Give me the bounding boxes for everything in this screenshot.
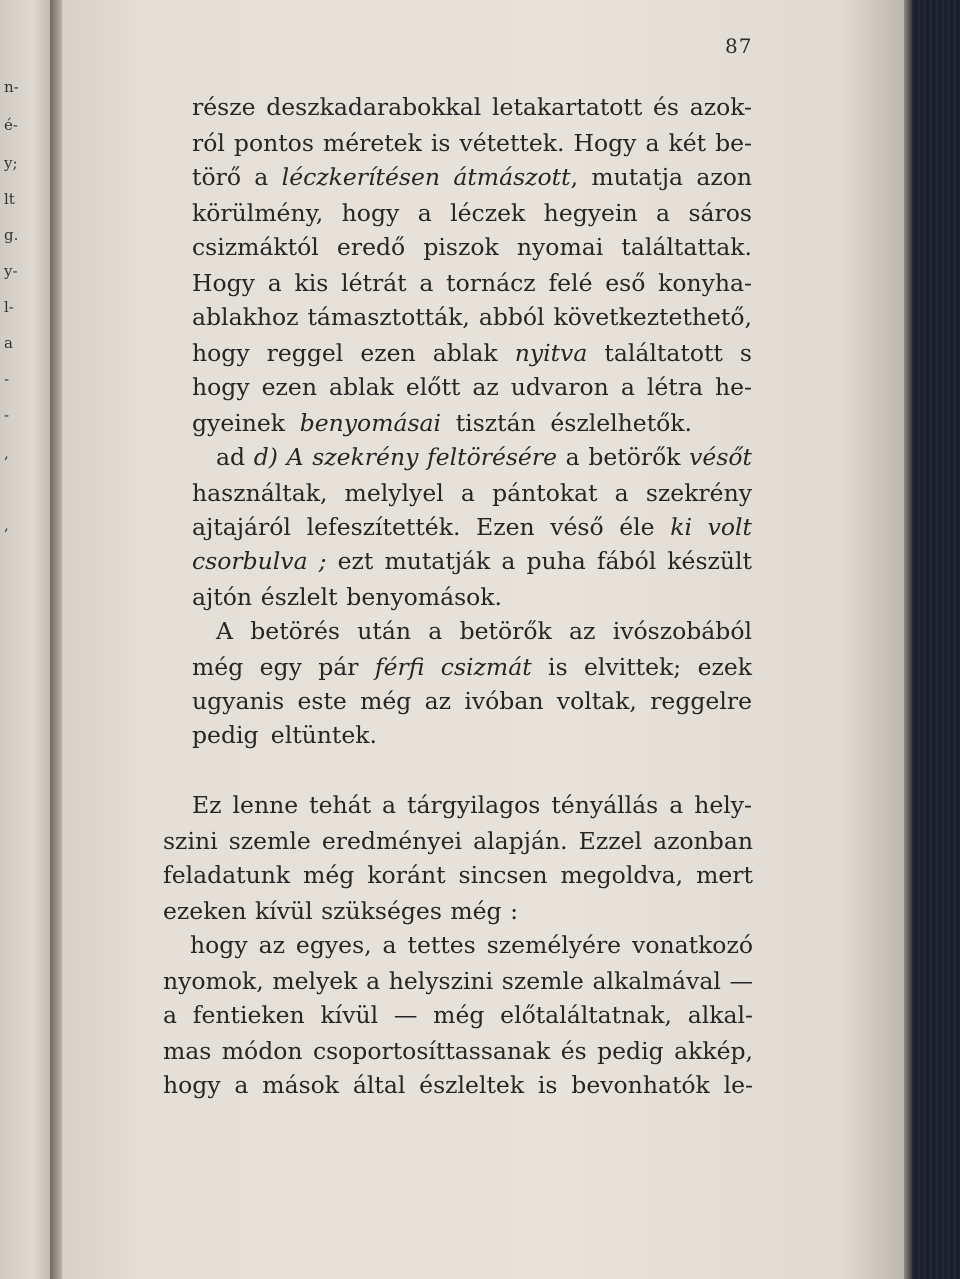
- text-run: ezeken kívül szükséges még :: [163, 897, 518, 925]
- text-line: [192, 652, 752, 682]
- text-run: A betörés után a betörők az ivószobából: [216, 617, 752, 645]
- italic-text: d) A szekrény feltörésére: [253, 443, 557, 471]
- text-line: [192, 372, 752, 402]
- text-run: használtak, melylyel a pántokat a szekrény: [192, 479, 752, 507]
- text-line: [163, 966, 753, 996]
- text-run: pedig eltüntek.: [192, 721, 377, 749]
- text-line: [190, 930, 753, 960]
- facing-page-fragment: lt: [4, 190, 15, 208]
- text-line: [192, 162, 752, 192]
- page-number: 87: [725, 34, 753, 58]
- text-line: [192, 546, 752, 576]
- italic-text: léczkerítésen átmászott: [281, 163, 571, 191]
- text-run: hogy ezen ablak előtt az udvaron a létra he-: [192, 373, 752, 401]
- text-line: [192, 232, 752, 262]
- text-run: Ez lenne tehát a tárgyilagos tényállás a hely-: [192, 791, 752, 819]
- text-line: [192, 790, 752, 820]
- text-line: [163, 826, 753, 856]
- text-line: [163, 860, 753, 890]
- italic-text: vésőt: [689, 443, 752, 471]
- text-line: [192, 582, 502, 612]
- text-line: [216, 442, 752, 472]
- text-run: tisztán észlelhetők.: [441, 409, 693, 437]
- text-line: [192, 686, 752, 716]
- facing-page-fragment: ,: [4, 444, 9, 462]
- text-run: ajtajáról lefeszítették. Ezen véső éle: [192, 513, 671, 541]
- text-run: törő a: [192, 163, 282, 191]
- text-run: Hogy a kis létrát a tornácz felé eső konyha-: [192, 269, 752, 297]
- facing-page-fragment: ,: [4, 516, 9, 534]
- text-run: a betörők: [556, 443, 690, 471]
- text-run: része deszkadarabokkal letakartatott és azok-: [192, 93, 752, 121]
- book-cover-edge: [904, 0, 960, 1279]
- page-edge-rim: [904, 0, 912, 1279]
- text-run: is elvittek; ezek: [531, 653, 752, 681]
- italic-text: csorbulva ;: [192, 547, 327, 575]
- text-line: [163, 1036, 753, 1066]
- text-line: [192, 92, 752, 122]
- text-run: , mutatja azon: [570, 163, 752, 191]
- facing-page-fragment: -: [4, 370, 10, 388]
- text-run: ezt mutatják a puha fából készült: [326, 547, 752, 575]
- italic-text: nyitva: [514, 339, 588, 367]
- text-run: még egy pár: [192, 653, 375, 681]
- text-run: mas módon csoportosíttassanak és pedig akkép,: [163, 1037, 753, 1065]
- text-run: a fentieken kívül — még előtaláltatnak, alkal-: [163, 1001, 753, 1029]
- facing-page-fragment: é-: [4, 116, 18, 134]
- text-run: ról pontos méretek is vétettek. Hogy a két be-: [192, 129, 752, 157]
- text-run: szini szemle eredményei alapján. Ezzel azonban: [163, 827, 753, 855]
- italic-text: benyomásai: [299, 409, 442, 437]
- facing-page-fragment: g.: [4, 226, 19, 244]
- text-line: [192, 268, 752, 298]
- text-line: [192, 198, 752, 228]
- text-run: hogy a mások által észleltek is bevonhatók le-: [163, 1071, 753, 1099]
- text-line: [192, 302, 752, 332]
- text-run: találtatott s: [587, 339, 752, 367]
- text-line: [163, 896, 518, 926]
- facing-page-fragment: y;: [4, 154, 18, 172]
- text-run: körülmény, hogy a léczek hegyein a sáros: [192, 199, 752, 227]
- text-run: gyeinek: [192, 409, 300, 437]
- text-line: [192, 128, 752, 158]
- text-run: hogy az egyes, a tettes személyére vonatkozó: [190, 931, 753, 959]
- text-line: [192, 512, 752, 542]
- facing-page-fragment: n-: [4, 78, 19, 96]
- text-run: feladatunk még koránt sincsen megoldva, mert: [163, 861, 753, 889]
- text-line: [192, 338, 752, 368]
- facing-page-fragment: y-: [4, 262, 18, 280]
- text-line: [163, 1070, 753, 1100]
- text-run: csizmáktól eredő piszok nyomai találtattak.: [192, 233, 752, 261]
- text-run: hogy reggel ezen ablak: [192, 339, 515, 367]
- text-line: [216, 616, 752, 646]
- text-line: [192, 478, 752, 508]
- text-run: ajtón észlelt benyomások.: [192, 583, 502, 611]
- italic-text: férfi csizmát: [374, 653, 532, 681]
- text-run: ugyanis este még az ivóban voltak, reggelre: [192, 687, 752, 715]
- facing-page-fragment: -: [4, 406, 10, 424]
- text-line: [192, 408, 692, 438]
- text-line: [192, 720, 377, 750]
- text-run: ad: [216, 443, 254, 471]
- text-run: nyomok, melyek a helyszini szemle alkalmával —: [163, 967, 753, 995]
- italic-text: ki volt: [670, 513, 752, 541]
- text-line: [163, 1000, 753, 1030]
- facing-page-fragment: a: [4, 334, 13, 352]
- text-run: ablakhoz támasztották, abból következtethető,: [192, 303, 752, 331]
- facing-page-fragment: l-: [4, 298, 14, 316]
